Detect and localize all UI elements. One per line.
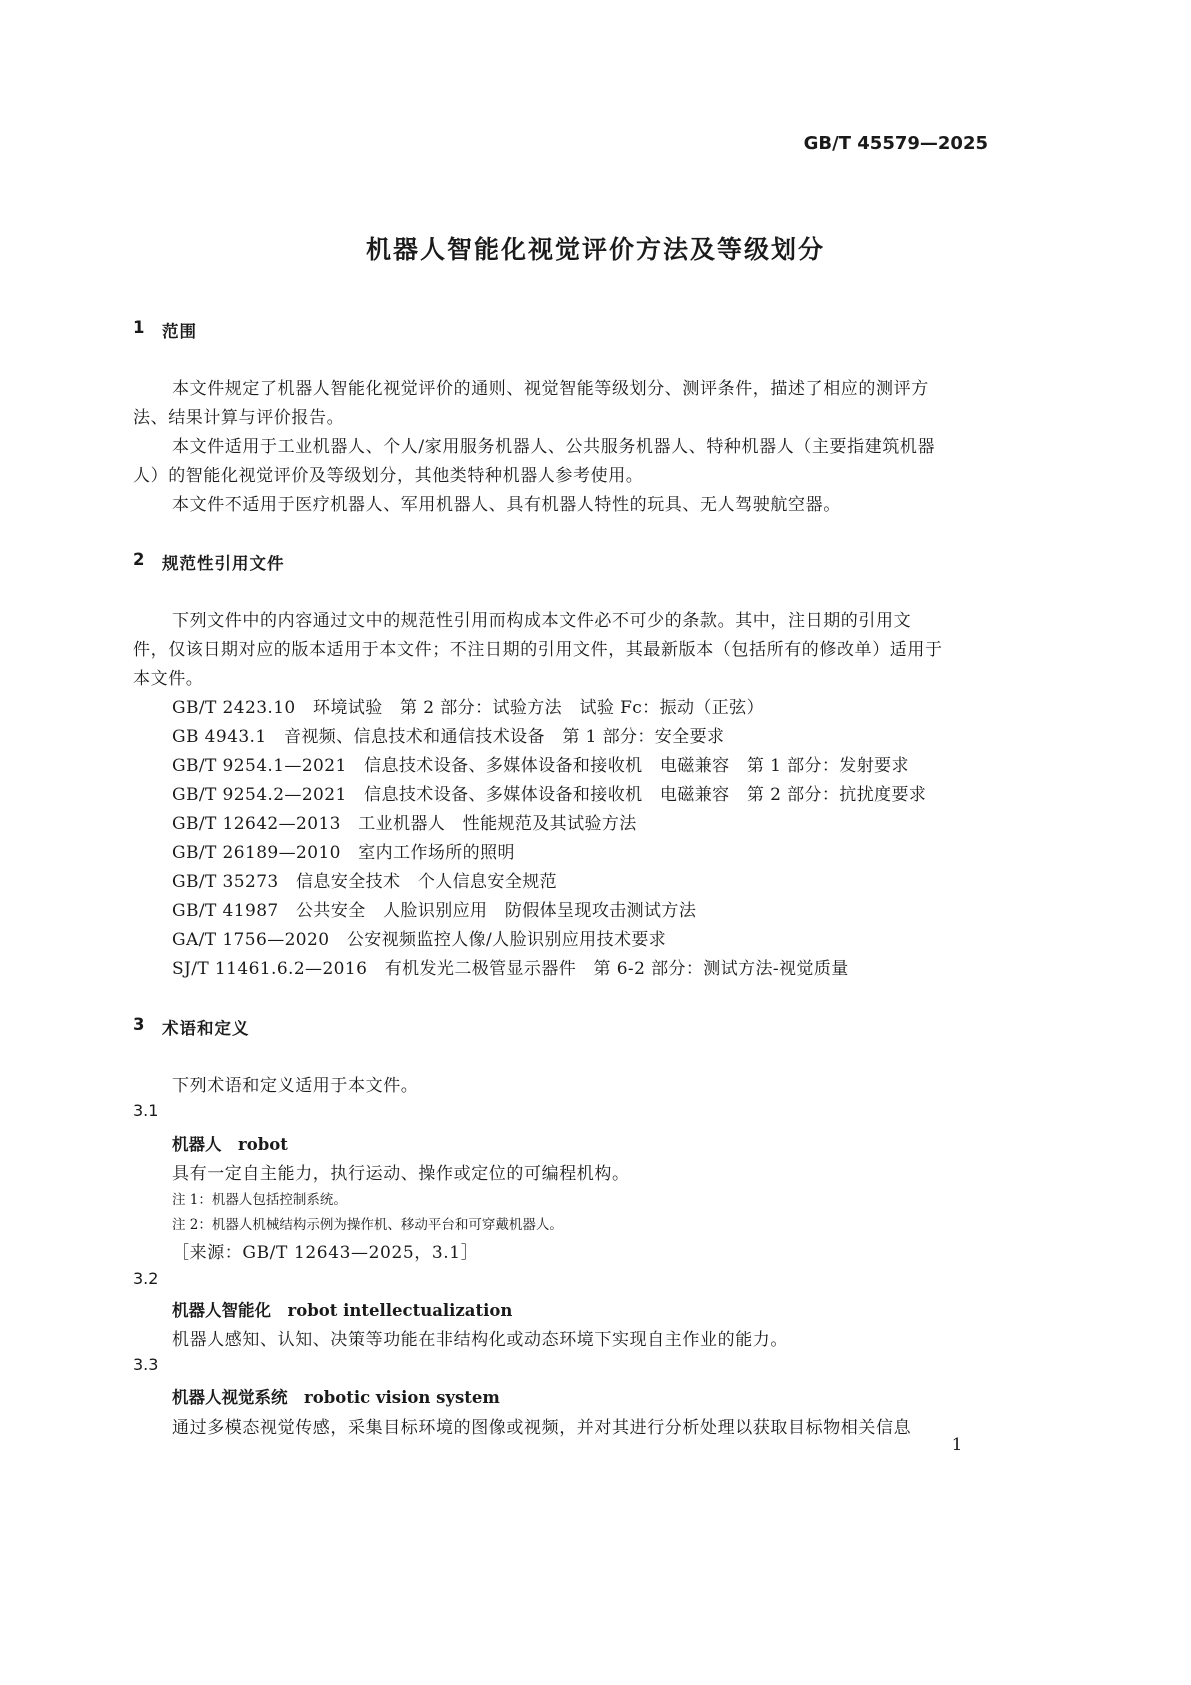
section-3-heading: 术语和定义 — [162, 1019, 250, 1038]
section-1-number: 1 — [133, 318, 146, 337]
paragraph-line: 本文件不适用于医疗机器人、军用机器人、具有机器人特性的玩具、无人驾驶航空器。 — [172, 495, 841, 515]
standard-code: GB/T 45579—2025 — [803, 133, 988, 154]
paragraph-line: 下列文件中的内容通过文中的规范性引用而构成本文件必不可少的条款。其中，注日期的引用文 — [172, 611, 912, 631]
section-3-number: 3 — [133, 1015, 146, 1034]
reference-item: GB/T 41987 公共安全 人脸识别应用 防假体呈现攻击测试方法 — [172, 901, 697, 921]
paragraph-line: 人）的智能化视觉评价及等级划分，其他类特种机器人参考使用。 — [133, 466, 644, 486]
reference-item: GB/T 26189—2010 室内工作场所的照明 — [172, 843, 515, 863]
paragraph-line: 本文件规定了机器人智能化视觉评价的通则、视觉智能等级划分、测评条件，描述了相应的测评方 — [172, 379, 929, 399]
reference-item: SJ/T 11461.6.2—2016 有机发光二极管显示器件 第 6-2 部分：测试方法-视觉质量 — [172, 959, 849, 979]
term-title: 机器人视觉系统 robotic vision system — [172, 1388, 500, 1407]
paragraph-line: 本文件。 — [133, 669, 204, 689]
section-2-heading: 规范性引用文件 — [162, 554, 285, 573]
reference-item: GB/T 9254.2—2021 信息技术设备、多媒体设备和接收机 电磁兼容 第 2 部分：抗扰度要求 — [172, 785, 927, 805]
reference-item: GA/T 1756—2020 公安视频监控人像/人脸识别应用技术要求 — [172, 930, 667, 950]
term-title: 机器人 robot — [172, 1135, 288, 1154]
page-number: 1 — [951, 1435, 963, 1455]
paragraph-line: 件，仅该日期对应的版本适用于本文件；不注日期的引用文件，其最新版本（包括所有的修改单）适用于 — [133, 640, 943, 660]
paragraph-line: 下列术语和定义适用于本文件。 — [172, 1076, 419, 1096]
section-2-number: 2 — [133, 550, 146, 569]
term-number: 3.3 — [133, 1355, 159, 1374]
term-source: ［来源：GB/T 12643—2025，3.1］ — [172, 1243, 479, 1263]
term-definition: 通过多模态视觉传感，采集目标环境的图像或视频，并对其进行分析处理以获取目标物相关信息 — [172, 1418, 912, 1438]
term-number: 3.2 — [133, 1269, 159, 1288]
reference-item: GB/T 2423.10 环境试验 第 2 部分：试验方法 试验 Fc：振动（正弦） — [172, 698, 764, 718]
term-note: 注 2：机器人机械结构示例为操作机、移动平台和可穿戴机器人。 — [172, 1217, 563, 1233]
term-definition: 具有一定自主能力，执行运动、操作或定位的可编程机构。 — [172, 1164, 630, 1184]
term-number: 3.1 — [133, 1101, 159, 1120]
section-1-heading: 范围 — [162, 322, 197, 341]
term-title: 机器人智能化 robot intellectualization — [172, 1301, 513, 1320]
term-note: 注 1：机器人包括控制系统。 — [172, 1192, 347, 1208]
paragraph-line: 法、结果计算与评价报告。 — [133, 408, 345, 428]
reference-item: GB/T 35273 信息安全技术 个人信息安全规范 — [172, 872, 558, 892]
document-title: 机器人智能化视觉评价方法及等级划分 — [365, 235, 825, 264]
reference-item: GB/T 12642—2013 工业机器人 性能规范及其试验方法 — [172, 814, 637, 834]
paragraph-line: 本文件适用于工业机器人、个人/家用服务机器人、公共服务机器人、特种机器人（主要指建筑机器 — [172, 437, 936, 457]
reference-item: GB/T 9254.1—2021 信息技术设备、多媒体设备和接收机 电磁兼容 第 1 部分：发射要求 — [172, 756, 909, 776]
term-definition: 机器人感知、认知、决策等功能在非结构化或动态环境下实现自主作业的能力。 — [172, 1330, 788, 1350]
reference-item: GB 4943.1 音视频、信息技术和通信技术设备 第 1 部分：安全要求 — [172, 727, 725, 747]
